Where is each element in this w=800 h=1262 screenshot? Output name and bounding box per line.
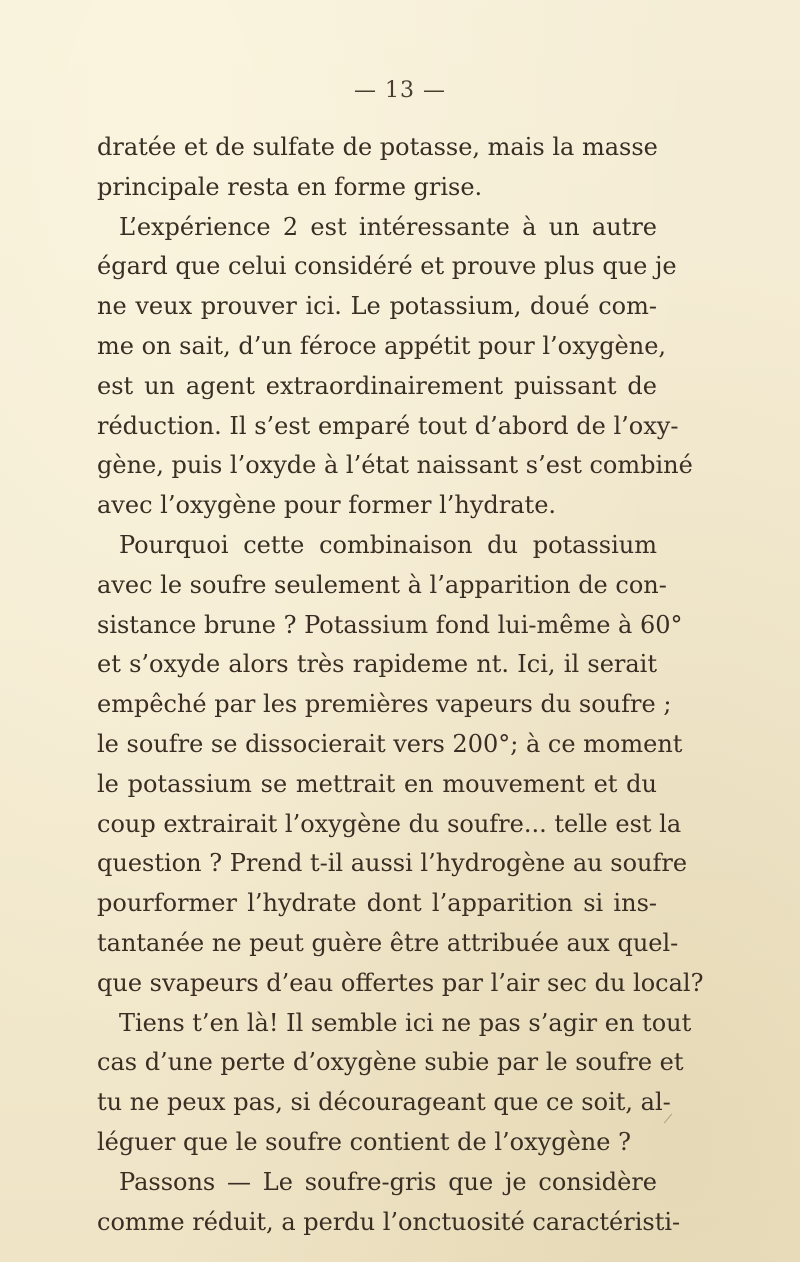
text-line: empêché par les premières vapeurs du soufre ; (97, 690, 672, 719)
text-line: cas d’une perte d’oxygène subie par le soufre et (97, 1048, 684, 1077)
page-number: — 13 — (354, 78, 446, 103)
text-line: le soufre se dissocierait vers 200°; à ce moment (97, 729, 683, 758)
text-line: léguer que le soufre contient de l’oxygène ? (97, 1127, 631, 1156)
text-line: Passons — Le soufre-gris que je considère (119, 1167, 657, 1196)
text-line: avec l’oxygène pour former l’hydrate. (97, 491, 557, 520)
text-line: sistance brune ? Potassium fond lui-même à 60° (97, 610, 683, 639)
text-line: tantanée ne peut guère être attribuée aux quel- (97, 928, 679, 957)
text-line: gène, puis l’oxyde à l’état naissant s’est combiné (97, 451, 693, 480)
text-line: L’expérience 2 est intéressante à un autre (119, 212, 657, 241)
text-line: question ? Prend t-il aussi l’hydrogène au soufre (97, 849, 688, 878)
text-line: et s’oxyde alors très rapideme nt. Ici, il serait (97, 650, 657, 679)
text-line: comme réduit, a perdu l’onctuosité caractéristi- (97, 1207, 681, 1236)
text-line: Pourquoi cette combinaison du potassium (119, 530, 657, 559)
text-line: le potassium se mettrait en mouvement et du (97, 769, 657, 798)
text-line: principale resta en forme grise. (97, 172, 483, 201)
text-line: Tiens t’en là! Il semble ici ne pas s’agir en tout (119, 1008, 692, 1037)
text-line: dratée et de sulfate de potasse, mais la masse (97, 133, 658, 161)
text-line: me on sait, d’un féroce appétit pour l’oxygène, (97, 331, 667, 360)
text-line: pourformer l’hydrate dont l’apparition si ins- (97, 889, 657, 918)
body-text (97, 128, 704, 1242)
text-line: tu ne peux pas, si décourageant que ce soit, al- (97, 1088, 671, 1117)
text-line: ne veux prouver ici. Le potassium, doué com- (97, 292, 657, 321)
text-line: avec le soufre seulement à l’apparition de con- (97, 570, 667, 599)
text-line: réduction. Il s’est emparé tout d’abord de l’oxy- (97, 411, 679, 440)
text-line: que svapeurs d’eau offertes par l’air sec du local? (97, 968, 704, 997)
text-line: coup extrairait l’oxygène du soufre... telle est la (97, 809, 682, 838)
text-line: est un agent extraordinairement puissant de (97, 371, 657, 400)
text-line: égard que celui considéré et prouve plus que je (97, 252, 677, 281)
